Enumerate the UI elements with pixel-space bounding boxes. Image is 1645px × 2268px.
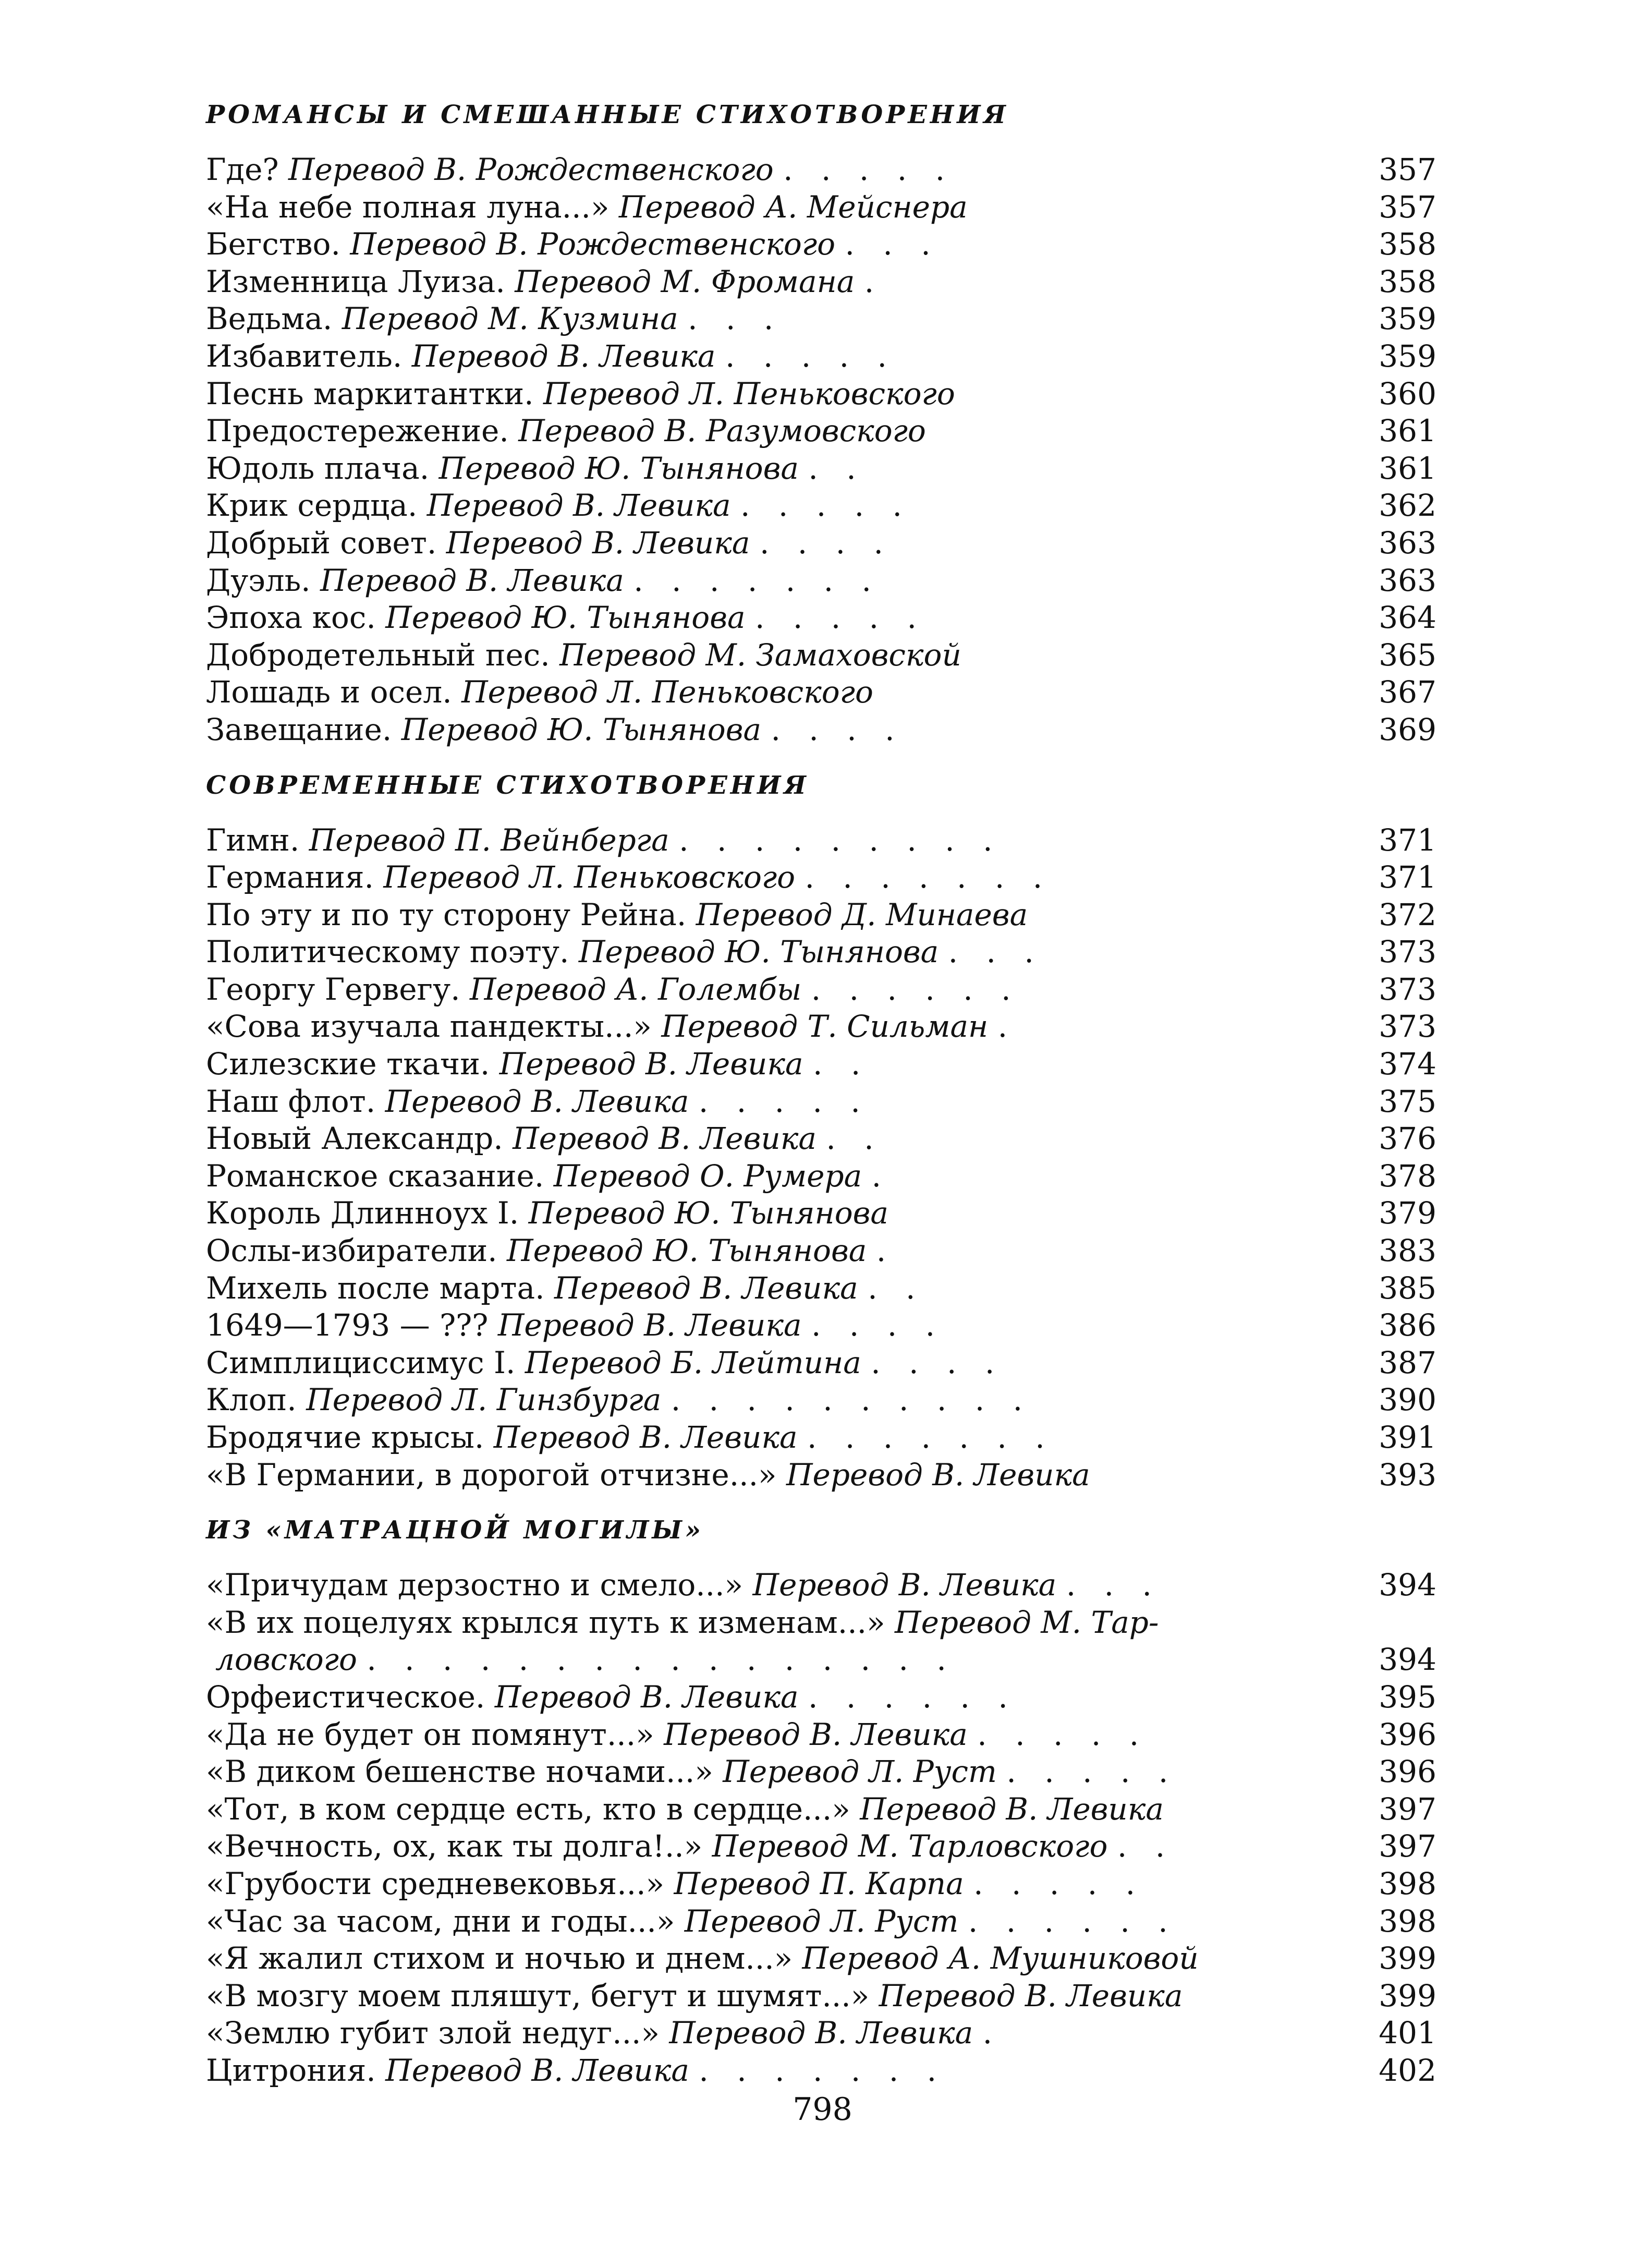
entry-page-number: 399 (1379, 1940, 1436, 1976)
entry-page-number: 358 (1379, 226, 1436, 262)
toc-entry (206, 300, 1436, 338)
entry-translator: Перевод Ю. Тынянова (385, 600, 746, 636)
entry-title: «Грубости средневековья...» (206, 1865, 665, 1901)
dot-leader: . . (813, 1046, 870, 1082)
toc-entry (206, 1903, 1436, 1940)
dot-leader: . (864, 263, 884, 299)
toc-entry (206, 711, 1436, 749)
entry-page-number: 365 (1379, 637, 1436, 673)
entry-translator: Перевод Л. Гинзбурга (306, 1382, 662, 1418)
toc-entry (206, 189, 1436, 226)
entry-page-number: 362 (1379, 488, 1436, 524)
toc-entry (206, 1828, 1436, 1865)
entry-translator: Перевод А. Голембы (469, 971, 802, 1007)
dot-leader: . (876, 1233, 896, 1269)
entry-title: Георгу Гервегу. (206, 971, 460, 1007)
entry-translator: Перевод В. Левика (513, 1121, 817, 1157)
entry-title: Бегство. (206, 226, 340, 262)
section-heading: ИЗ «МАТРАЦНОЙ МОГИЛЫ» (206, 1515, 704, 1545)
entry-title: Изменница Луиза. (206, 263, 505, 299)
dot-leader: . . . (948, 934, 1043, 970)
toc-entry (206, 1195, 1436, 1232)
toc-entry (206, 375, 1436, 413)
toc-entry (206, 971, 1436, 1009)
entry-translator: Перевод В. Левика (494, 1679, 799, 1715)
toc-entry (206, 1419, 1436, 1457)
entry-translator: Перевод В. Левика (385, 1083, 689, 1119)
entry-page-number: 363 (1379, 525, 1436, 561)
entry-title: Король Длинноух I. (206, 1195, 519, 1231)
entry-title: Песнь маркитантки. (206, 375, 534, 411)
dot-leader: . . . . . (725, 338, 896, 374)
dot-leader: . . . . . (977, 1716, 1149, 1752)
entry-title: Где? (206, 152, 279, 187)
entry-title: «На небе полная луна...» (206, 189, 610, 225)
entry-translator: Перевод М. Тар- (895, 1604, 1159, 1640)
entry-page-number: 402 (1379, 2052, 1436, 2088)
toc-entry (206, 338, 1436, 375)
entry-page-number: 387 (1379, 1344, 1436, 1380)
entry-page-number: 397 (1379, 1791, 1436, 1827)
dot-leader: . . . . . (783, 152, 955, 187)
section-mattress-grave (206, 1514, 1436, 2089)
dot-leader: . . . . . . . (633, 562, 881, 598)
toc-entry (206, 1641, 1436, 1679)
entry-translator: Перевод В. Левика (493, 1420, 798, 1455)
entry-page-number: 378 (1379, 1158, 1436, 1194)
toc-entry (206, 525, 1436, 562)
entry-translator: Перевод П. Карпа (674, 1865, 964, 1901)
entry-page-number: 357 (1379, 189, 1436, 225)
entry-translator: Перевод В. Разумовского (518, 413, 926, 449)
entry-list (206, 151, 1436, 749)
entry-title: Крик сердца. (206, 488, 418, 524)
entry-page-number: 396 (1379, 1716, 1436, 1752)
entry-title: Избавитель. (206, 338, 403, 374)
entry-title: Юдоль плача. (206, 450, 430, 486)
dot-leader: . . . . . . . (699, 2052, 946, 2088)
entry-page-number: 393 (1379, 1457, 1436, 1493)
toc-entry (206, 1008, 1436, 1046)
dot-leader: . . (868, 1270, 925, 1306)
entry-page-number: 390 (1379, 1382, 1436, 1418)
entry-title: «В Германии, в дорогой отчизне...» (206, 1457, 777, 1493)
entry-title: «Причудам дерзостно и смело...» (206, 1567, 744, 1603)
entry-translator: Перевод Ю. Тынянова (438, 450, 799, 486)
entry-page-number: 358 (1379, 263, 1436, 299)
entry-page-number: 361 (1379, 413, 1436, 449)
entry-translator: Перевод Б. Лейтина (525, 1344, 861, 1380)
toc-entry (206, 599, 1436, 637)
toc-entry (206, 2015, 1436, 2052)
entry-translator: Перевод М. Кузмина (342, 301, 678, 337)
dot-leader: . . (826, 1121, 883, 1157)
entry-page-number: 397 (1379, 1828, 1436, 1864)
dot-leader: . . . . . . . (805, 859, 1052, 895)
toc-entry (206, 413, 1436, 450)
toc-entry (206, 1270, 1436, 1307)
entry-title: «Вечность, ох, как ты долга!..» (206, 1828, 703, 1864)
entry-title: Добродетельный пес. (206, 637, 550, 673)
entry-page-number: 398 (1379, 1903, 1436, 1939)
toc-entry (206, 1791, 1436, 1828)
dot-leader: . . . (1066, 1567, 1161, 1603)
entry-page-number: 361 (1379, 450, 1436, 486)
entry-page-number: 376 (1379, 1121, 1436, 1157)
entry-title: Новый Александр. (206, 1121, 503, 1157)
entry-page-number: 394 (1379, 1567, 1436, 1603)
toc-entry (206, 674, 1436, 711)
entry-title: 1649—1793 — ??? (206, 1307, 489, 1343)
entry-title: Лошадь и осел. (206, 674, 452, 710)
entry-title: Политическому поэту. (206, 934, 569, 970)
entry-page-number: 399 (1379, 1978, 1436, 2014)
entry-page-number: 360 (1379, 375, 1436, 411)
toc-entry (206, 1604, 1436, 1642)
entry-page-number: 364 (1379, 600, 1436, 636)
entry-page-number: 385 (1379, 1270, 1436, 1306)
table-of-contents (206, 99, 1436, 2090)
entry-translator: Перевод Т. Сильман (661, 1009, 989, 1045)
entry-page-number: 363 (1379, 562, 1436, 598)
entry-translator: Перевод А. Мушниковой (802, 1940, 1199, 1976)
entry-title: Цитрония. (206, 2052, 376, 2088)
toc-entry (206, 1679, 1436, 1716)
entry-translator: Перевод В. Левика (446, 525, 750, 561)
toc-entry (206, 896, 1436, 934)
toc-entry (206, 487, 1436, 525)
toc-entry (206, 1567, 1436, 1604)
entry-translator: Перевод В. Левика (554, 1270, 858, 1306)
entry-translator: Перевод В. Левика (669, 2015, 973, 2051)
dot-leader: . . . . . . (808, 1679, 1017, 1715)
entry-translator: Перевод В. Рождественского (350, 226, 836, 262)
entry-title: «Да не будет он помянут...» (206, 1716, 654, 1752)
entry-translator: ловского (215, 1642, 357, 1678)
entry-page-number: 383 (1379, 1233, 1436, 1269)
entry-page-number: 379 (1379, 1195, 1436, 1231)
entry-title: Симплициссимус I. (206, 1344, 516, 1380)
entry-translator: Перевод В. Левика (427, 488, 731, 524)
section-heading: СОВРЕМЕННЫЕ СТИХОТВОРЕНИЯ (206, 770, 809, 800)
dot-leader: . . . (688, 301, 783, 337)
entry-page-number: 371 (1379, 859, 1436, 895)
toc-entry (206, 151, 1436, 189)
toc-entry (206, 2052, 1436, 2090)
entry-title: Клоп. (206, 1382, 297, 1418)
entry-page-number: 373 (1379, 1009, 1436, 1045)
entry-translator: Перевод П. Вейнберга (309, 822, 669, 858)
toc-entry (206, 1940, 1436, 1978)
dot-leader: . . . . (871, 1344, 1004, 1380)
dot-leader: . . . . (811, 1307, 945, 1343)
entry-title: Гимн. (206, 822, 300, 858)
section-heading: РОМАНСЫ И СМЕШАННЫЕ СТИХОТВОРЕНИЯ (206, 100, 1009, 129)
entry-page-number: 373 (1379, 971, 1436, 1007)
entry-translator: Перевод М. Тарловского (712, 1828, 1108, 1864)
dot-leader: . (997, 1009, 1017, 1045)
toc-entry (206, 1083, 1436, 1121)
entry-list (206, 1567, 1436, 2089)
entry-page-number: 395 (1379, 1679, 1436, 1715)
entry-title: «Я жалил стихом и ночью и днем...» (206, 1940, 793, 1976)
entry-title: Эпоха кос. (206, 600, 376, 636)
entry-title: «В их поцелуях крылся путь к изменам...» (206, 1604, 885, 1640)
entry-translator: Перевод М. Фромана (515, 263, 855, 299)
toc-entry (206, 1307, 1436, 1344)
entry-translator: Перевод В. Левика (860, 1791, 1164, 1827)
entry-title: Ослы-избиратели. (206, 1233, 497, 1269)
toc-entry (206, 637, 1436, 674)
toc-entry (206, 822, 1436, 859)
toc-entry (206, 450, 1436, 488)
entry-title: «В мозгу моем пляшут, бегут и шумят...» (206, 1978, 870, 2014)
toc-entry (206, 1158, 1436, 1195)
dot-leader: . . . . . . (968, 1903, 1177, 1939)
section-romances (206, 99, 1436, 749)
entry-translator: Перевод Л. Руст (723, 1754, 997, 1790)
entry-title: «Тот, в ком сердце есть, кто в сердце...» (206, 1791, 850, 1827)
entry-title: Орфеистическое. (206, 1679, 485, 1715)
dot-leader: . . . (845, 226, 940, 262)
entry-translator: Перевод В. Левика (664, 1716, 968, 1752)
entry-title: Силезские ткачи. (206, 1046, 490, 1082)
entry-title: «Сова изучала пандекты...» (206, 1009, 652, 1045)
entry-title: Романское сказание. (206, 1158, 544, 1194)
entry-page-number: 386 (1379, 1307, 1436, 1343)
entry-page-number: 374 (1379, 1046, 1436, 1082)
toc-entry (206, 1232, 1436, 1270)
entry-title: Добрый совет. (206, 525, 437, 561)
toc-entry (206, 933, 1436, 971)
entry-title: Михель после марта. (206, 1270, 545, 1306)
entry-translator: Перевод Ю. Тынянова (528, 1195, 888, 1231)
dot-leader: . . . . (759, 525, 893, 561)
toc-entry (206, 1978, 1436, 2015)
entry-page-number: 367 (1379, 674, 1436, 710)
entry-title: Ведьма. (206, 301, 333, 337)
toc-entry (206, 562, 1436, 600)
toc-entry (206, 859, 1436, 896)
entry-translator: Перевод М. Замаховской (559, 637, 961, 673)
dot-leader: . . . . . (740, 488, 911, 524)
dot-leader: . (982, 2015, 1002, 2051)
section-contemporary (206, 770, 1436, 1494)
entry-page-number: 398 (1379, 1865, 1436, 1901)
entry-page-number: 371 (1379, 822, 1436, 858)
toc-entry (206, 1381, 1436, 1419)
entry-translator: Перевод В. Левика (497, 1307, 802, 1343)
entry-title: Завещание. (206, 711, 392, 747)
entry-page-number: 359 (1379, 338, 1436, 374)
entry-title: Дуэль. (206, 562, 311, 598)
dot-leader: . . . . . . . . . . (671, 1382, 1032, 1418)
entry-translator: Перевод В. Левика (752, 1567, 1057, 1603)
entry-translator: Перевод В. Левика (411, 338, 716, 374)
dot-leader: . . . . . (698, 1083, 870, 1119)
dot-leader: . . . . . (754, 600, 926, 636)
entry-page-number: 372 (1379, 896, 1436, 932)
entry-title: «Час за часом, дни и годы...» (206, 1903, 675, 1939)
entry-translator: Перевод Л. Руст (684, 1903, 959, 1939)
dot-leader: . . (808, 450, 866, 486)
entry-title: Наш флот. (206, 1083, 376, 1119)
toc-entry (206, 1046, 1436, 1083)
toc-entry (206, 1120, 1436, 1158)
dot-leader: . . . . . . (811, 971, 1020, 1007)
toc-entry (206, 1457, 1436, 1494)
entry-list (206, 822, 1436, 1494)
toc-entry (206, 263, 1436, 301)
entry-translator: Перевод В. Левика (786, 1457, 1090, 1493)
entry-page-number: 359 (1379, 301, 1436, 337)
page-number: 798 (793, 2091, 852, 2128)
entry-page-number: 396 (1379, 1754, 1436, 1790)
dot-leader: . . . . . (1006, 1754, 1178, 1790)
dot-leader: . . . . . (973, 1865, 1145, 1901)
entry-translator: Перевод В. Левика (320, 562, 624, 598)
entry-translator: Перевод О. Румера (553, 1158, 862, 1194)
entry-page-number: 401 (1379, 2015, 1436, 2051)
entry-title: Бродячие крысы. (206, 1420, 484, 1455)
entry-translator: Перевод А. Мейснера (618, 189, 968, 225)
dot-leader: . . . . . . . . . . . . . . . . (367, 1642, 956, 1678)
entry-translator: Перевод В. Левика (385, 2052, 689, 2088)
entry-title: «В диком бешенстве ночами...» (206, 1754, 713, 1790)
dot-leader: . . . . (771, 711, 904, 747)
entry-translator: Перевод Ю. Тынянова (578, 934, 939, 970)
entry-page-number: 375 (1379, 1083, 1436, 1119)
toc-entry (206, 1865, 1436, 1903)
entry-translator: Перевод Л. Пеньковского (543, 375, 955, 411)
toc-entry (206, 226, 1436, 263)
entry-title: «Землю губит злой недуг...» (206, 2015, 660, 2051)
entry-title: Германия. (206, 859, 374, 895)
dot-leader: . . . . . . . . . (679, 822, 1002, 858)
entry-translator: Перевод Л. Пеньковского (383, 859, 796, 895)
dot-leader: . . (1117, 1828, 1175, 1864)
entry-translator: Перевод В. Левика (499, 1046, 803, 1082)
dot-leader: . . . . . . . (807, 1420, 1054, 1455)
entry-page-number: 391 (1379, 1420, 1436, 1455)
entry-translator: Перевод Ю. Тынянова (401, 711, 762, 747)
dot-leader: . (871, 1158, 891, 1194)
entry-title: По эту и по ту сторону Рейна. (206, 896, 687, 932)
entry-page-number: 394 (1379, 1642, 1436, 1678)
toc-entry (206, 1716, 1436, 1754)
entry-page-number: 369 (1379, 711, 1436, 747)
entry-translator: Перевод В. Рождественского (288, 152, 774, 187)
toc-entry (206, 1753, 1436, 1791)
entry-translator: Перевод Л. Пеньковского (461, 674, 873, 710)
entry-translator: Перевод В. Левика (879, 1978, 1183, 2014)
entry-page-number: 373 (1379, 934, 1436, 970)
toc-entry (206, 1344, 1436, 1382)
entry-page-number: 357 (1379, 152, 1436, 187)
entry-translator: Перевод Ю. Тынянова (507, 1233, 867, 1269)
entry-translator: Перевод Д. Минаева (696, 896, 1028, 932)
entry-title: Предостережение. (206, 413, 509, 449)
